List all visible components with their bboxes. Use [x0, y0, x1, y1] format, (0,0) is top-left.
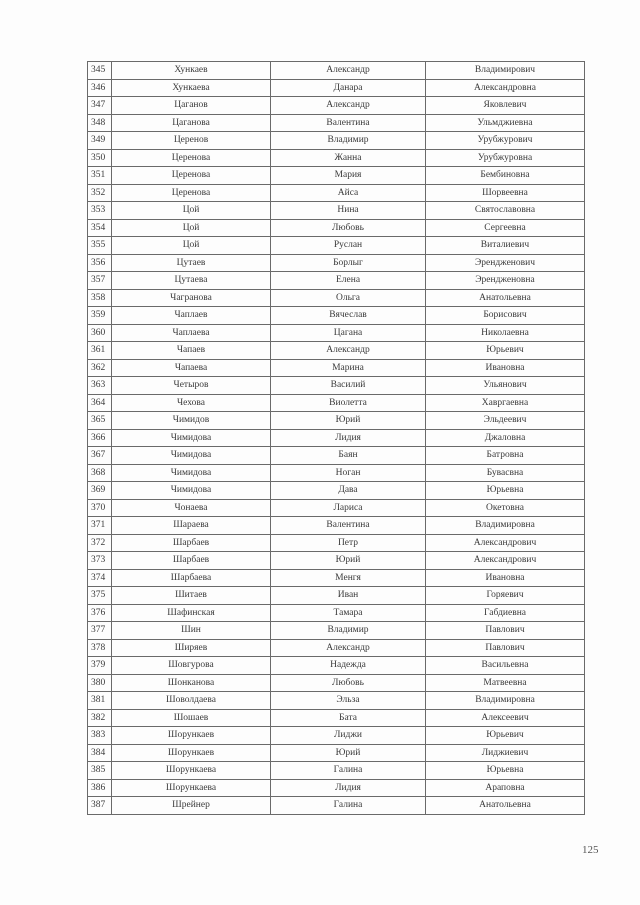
first-name-cell: Владимир: [271, 622, 426, 640]
last-name-cell: Шафинская: [112, 604, 271, 622]
last-name-cell: Шарбаев: [112, 534, 271, 552]
patronymic-cell: Батровна: [426, 447, 585, 465]
last-name-cell: Шорункаев: [112, 727, 271, 745]
table-row: [88, 604, 585, 622]
patronymic-cell: Юрьевна: [426, 762, 585, 780]
table-row: [88, 289, 585, 307]
patronymic-cell: Урубжурович: [426, 132, 585, 150]
first-name-cell: Борлыг: [271, 254, 426, 272]
first-name-cell: Ноган: [271, 464, 426, 482]
table-row: [88, 499, 585, 517]
table-row: [88, 429, 585, 447]
row-number-cell: 357: [88, 272, 112, 290]
last-name-cell: Цой: [112, 219, 271, 237]
table-row: [88, 779, 585, 797]
table-row: [88, 79, 585, 97]
first-name-cell: Ольга: [271, 289, 426, 307]
row-number-cell: 345: [88, 62, 112, 80]
last-name-cell: Церенова: [112, 149, 271, 167]
last-name-cell: Церенова: [112, 167, 271, 185]
last-name-cell: Шорункаев: [112, 744, 271, 762]
row-number-cell: 359: [88, 307, 112, 325]
last-name-cell: Чимидова: [112, 464, 271, 482]
row-number-cell: 351: [88, 167, 112, 185]
patronymic-cell: Бембиновна: [426, 167, 585, 185]
patronymic-cell: Эрендженовна: [426, 272, 585, 290]
patronymic-cell: Юрьевич: [426, 342, 585, 360]
last-name-cell: Чапаев: [112, 342, 271, 360]
patronymic-cell: Ивановна: [426, 569, 585, 587]
row-number-cell: 364: [88, 394, 112, 412]
patronymic-cell: Ульянович: [426, 377, 585, 395]
patronymic-cell: Владимировна: [426, 692, 585, 710]
last-name-cell: Чагранова: [112, 289, 271, 307]
first-name-cell: Юрий: [271, 744, 426, 762]
patronymic-cell: Габдиевна: [426, 604, 585, 622]
table-row: [88, 674, 585, 692]
last-name-cell: Чаплаева: [112, 324, 271, 342]
first-name-cell: Лиджи: [271, 727, 426, 745]
patronymic-cell: Ульмджиевна: [426, 114, 585, 132]
table-row: [88, 709, 585, 727]
row-number-cell: 379: [88, 657, 112, 675]
first-name-cell: Жанна: [271, 149, 426, 167]
last-name-cell: Шоволдаева: [112, 692, 271, 710]
row-number-cell: 371: [88, 517, 112, 535]
row-number-cell: 365: [88, 412, 112, 430]
patronymic-cell: Владимирович: [426, 62, 585, 80]
first-name-cell: Елена: [271, 272, 426, 290]
table-row: [88, 237, 585, 255]
last-name-cell: Шовгурова: [112, 657, 271, 675]
row-number-cell: 356: [88, 254, 112, 272]
table-row: [88, 202, 585, 220]
first-name-cell: Лидия: [271, 429, 426, 447]
first-name-cell: Данара: [271, 79, 426, 97]
last-name-cell: Шорункаева: [112, 762, 271, 780]
page-number: 125: [582, 844, 599, 856]
table-row: [88, 272, 585, 290]
first-name-cell: Лариса: [271, 499, 426, 517]
table-row: [88, 167, 585, 185]
table-row: [88, 464, 585, 482]
first-name-cell: Виолетта: [271, 394, 426, 412]
row-number-cell: 378: [88, 639, 112, 657]
table-row: [88, 132, 585, 150]
table-row: [88, 639, 585, 657]
patronymic-cell: Александрович: [426, 552, 585, 570]
first-name-cell: Галина: [271, 797, 426, 815]
table-row: [88, 342, 585, 360]
table-row: [88, 692, 585, 710]
last-name-cell: Шрейнер: [112, 797, 271, 815]
table-row: [88, 482, 585, 500]
patronymic-cell: Александровна: [426, 79, 585, 97]
patronymic-cell: Павлович: [426, 622, 585, 640]
row-number-cell: 366: [88, 429, 112, 447]
patronymic-cell: Виталиевич: [426, 237, 585, 255]
last-name-cell: Цой: [112, 237, 271, 255]
last-name-cell: Шорункаева: [112, 779, 271, 797]
first-name-cell: Галина: [271, 762, 426, 780]
patronymic-cell: Павлович: [426, 639, 585, 657]
first-name-cell: Цагана: [271, 324, 426, 342]
row-number-cell: 354: [88, 219, 112, 237]
patronymic-cell: Юрьевич: [426, 727, 585, 745]
patronymic-cell: Урубжуровна: [426, 149, 585, 167]
row-number-cell: 385: [88, 762, 112, 780]
row-number-cell: 350: [88, 149, 112, 167]
patronymic-cell: Араповна: [426, 779, 585, 797]
patronymic-cell: Анатольевна: [426, 289, 585, 307]
first-name-cell: Василий: [271, 377, 426, 395]
last-name-cell: Четыров: [112, 377, 271, 395]
patronymic-cell: Ивановна: [426, 359, 585, 377]
patronymic-cell: Бувасвна: [426, 464, 585, 482]
table-row: [88, 149, 585, 167]
patronymic-cell: Окетовна: [426, 499, 585, 517]
row-number-cell: 369: [88, 482, 112, 500]
row-number-cell: 353: [88, 202, 112, 220]
last-name-cell: Чимидова: [112, 482, 271, 500]
table-row: [88, 412, 585, 430]
first-name-cell: Любовь: [271, 674, 426, 692]
row-number-cell: 367: [88, 447, 112, 465]
last-name-cell: Чимидов: [112, 412, 271, 430]
patronymic-cell: Эльдеевич: [426, 412, 585, 430]
last-name-cell: Хункаева: [112, 79, 271, 97]
first-name-cell: Баян: [271, 447, 426, 465]
row-number-cell: 382: [88, 709, 112, 727]
table-row: [88, 552, 585, 570]
first-name-cell: Мария: [271, 167, 426, 185]
table-row: [88, 727, 585, 745]
patronymic-cell: Хавргаевна: [426, 394, 585, 412]
roster-table: [87, 61, 585, 815]
patronymic-cell: Эрендженович: [426, 254, 585, 272]
table-row: [88, 394, 585, 412]
table-row: [88, 622, 585, 640]
row-number-cell: 349: [88, 132, 112, 150]
patronymic-cell: Лиджиевич: [426, 744, 585, 762]
row-number-cell: 358: [88, 289, 112, 307]
row-number-cell: 360: [88, 324, 112, 342]
first-name-cell: Марина: [271, 359, 426, 377]
row-number-cell: 373: [88, 552, 112, 570]
first-name-cell: Валентина: [271, 517, 426, 535]
last-name-cell: Шараева: [112, 517, 271, 535]
last-name-cell: Шарбаев: [112, 552, 271, 570]
table-row: [88, 762, 585, 780]
row-number-cell: 346: [88, 79, 112, 97]
table-row: [88, 359, 585, 377]
patronymic-cell: Васильевна: [426, 657, 585, 675]
first-name-cell: Дава: [271, 482, 426, 500]
patronymic-cell: Сергеевна: [426, 219, 585, 237]
row-number-cell: 363: [88, 377, 112, 395]
row-number-cell: 384: [88, 744, 112, 762]
row-number-cell: 372: [88, 534, 112, 552]
patronymic-cell: Александрович: [426, 534, 585, 552]
table-row: [88, 517, 585, 535]
table-row: [88, 114, 585, 132]
first-name-cell: Вячеслав: [271, 307, 426, 325]
patronymic-cell: Борисович: [426, 307, 585, 325]
first-name-cell: Валентина: [271, 114, 426, 132]
row-number-cell: 368: [88, 464, 112, 482]
last-name-cell: Шонканова: [112, 674, 271, 692]
roster-table-body: [88, 62, 585, 815]
table-row: [88, 534, 585, 552]
row-number-cell: 387: [88, 797, 112, 815]
table-row: [88, 377, 585, 395]
last-name-cell: Шин: [112, 622, 271, 640]
first-name-cell: Юрий: [271, 552, 426, 570]
last-name-cell: Шарбаева: [112, 569, 271, 587]
first-name-cell: Александр: [271, 342, 426, 360]
last-name-cell: Ширяев: [112, 639, 271, 657]
table-row: [88, 324, 585, 342]
last-name-cell: Хункаев: [112, 62, 271, 80]
first-name-cell: Петр: [271, 534, 426, 552]
row-number-cell: 355: [88, 237, 112, 255]
last-name-cell: Чапаева: [112, 359, 271, 377]
table-row: [88, 569, 585, 587]
first-name-cell: Руслан: [271, 237, 426, 255]
table-row: [88, 184, 585, 202]
last-name-cell: Чимидова: [112, 447, 271, 465]
table-row: [88, 447, 585, 465]
last-name-cell: Чонаева: [112, 499, 271, 517]
last-name-cell: Цутаева: [112, 272, 271, 290]
table-row: [88, 587, 585, 605]
row-number-cell: 383: [88, 727, 112, 745]
first-name-cell: Эльза: [271, 692, 426, 710]
table-row: [88, 62, 585, 80]
patronymic-cell: Владимировна: [426, 517, 585, 535]
row-number-cell: 380: [88, 674, 112, 692]
first-name-cell: Александр: [271, 62, 426, 80]
patronymic-cell: Джаловна: [426, 429, 585, 447]
row-number-cell: 370: [88, 499, 112, 517]
last-name-cell: Чаплаев: [112, 307, 271, 325]
row-number-cell: 361: [88, 342, 112, 360]
first-name-cell: Иван: [271, 587, 426, 605]
row-number-cell: 386: [88, 779, 112, 797]
first-name-cell: Менгя: [271, 569, 426, 587]
table-row: [88, 307, 585, 325]
table-row: [88, 797, 585, 815]
last-name-cell: Цаганов: [112, 97, 271, 115]
patronymic-cell: Шорвеевна: [426, 184, 585, 202]
row-number-cell: 374: [88, 569, 112, 587]
table-row: [88, 744, 585, 762]
row-number-cell: 376: [88, 604, 112, 622]
patronymic-cell: Николаевна: [426, 324, 585, 342]
last-name-cell: Цутаев: [112, 254, 271, 272]
patronymic-cell: Юрьевна: [426, 482, 585, 500]
row-number-cell: 362: [88, 359, 112, 377]
row-number-cell: 377: [88, 622, 112, 640]
first-name-cell: Бата: [271, 709, 426, 727]
last-name-cell: Шитаев: [112, 587, 271, 605]
row-number-cell: 348: [88, 114, 112, 132]
last-name-cell: Цаганова: [112, 114, 271, 132]
table-row: [88, 219, 585, 237]
first-name-cell: Александр: [271, 639, 426, 657]
table-row: [88, 657, 585, 675]
row-number-cell: 347: [88, 97, 112, 115]
patronymic-cell: Матвеевна: [426, 674, 585, 692]
last-name-cell: Шошаев: [112, 709, 271, 727]
patronymic-cell: Анатольевна: [426, 797, 585, 815]
first-name-cell: Лидия: [271, 779, 426, 797]
patronymic-cell: Горяевич: [426, 587, 585, 605]
last-name-cell: Цой: [112, 202, 271, 220]
patronymic-cell: Святославовна: [426, 202, 585, 220]
last-name-cell: Чехова: [112, 394, 271, 412]
patronymic-cell: Алексеевич: [426, 709, 585, 727]
first-name-cell: Любовь: [271, 219, 426, 237]
patronymic-cell: Яковлевич: [426, 97, 585, 115]
table-row: [88, 97, 585, 115]
row-number-cell: 381: [88, 692, 112, 710]
row-number-cell: 352: [88, 184, 112, 202]
first-name-cell: Нина: [271, 202, 426, 220]
row-number-cell: 375: [88, 587, 112, 605]
first-name-cell: Айса: [271, 184, 426, 202]
first-name-cell: Тамара: [271, 604, 426, 622]
first-name-cell: Александр: [271, 97, 426, 115]
table-row: [88, 254, 585, 272]
first-name-cell: Надежда: [271, 657, 426, 675]
first-name-cell: Владимир: [271, 132, 426, 150]
last-name-cell: Церенов: [112, 132, 271, 150]
last-name-cell: Чимидова: [112, 429, 271, 447]
first-name-cell: Юрий: [271, 412, 426, 430]
last-name-cell: Церенова: [112, 184, 271, 202]
